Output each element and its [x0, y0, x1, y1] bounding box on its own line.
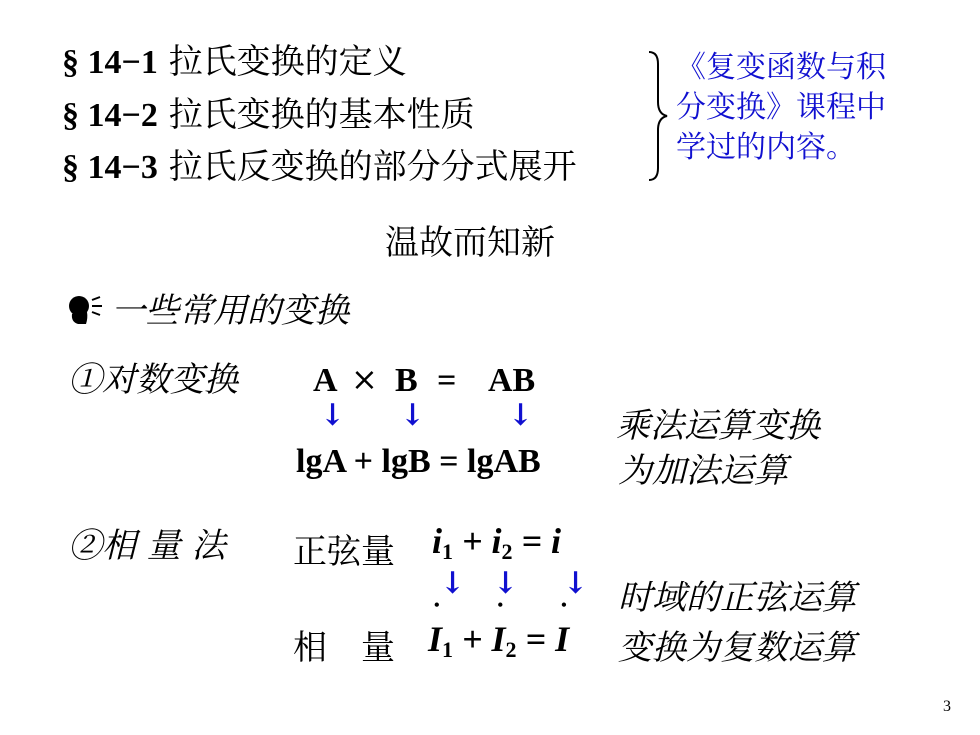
sinusoid-equation: $i_1 + i_2 = i$	[432, 521, 562, 564]
subtitle: 温故而知新	[385, 223, 555, 263]
down-arrow-icon: ↓	[508, 398, 534, 433]
down-arrow-icon: ↓	[320, 398, 346, 433]
phasor-desc-line-2: 变换为复数运算	[618, 628, 856, 668]
section-title: 拉氏反变换的部分分式展开	[168, 147, 577, 187]
down-arrow-icon: ↓	[440, 566, 466, 601]
phasor-method-label: ②相 量 法	[68, 526, 226, 566]
section-title: 拉氏变换的基本性质	[168, 95, 475, 135]
phasor-equation: • $I_1$ + • $I_2$ = • I	[428, 618, 569, 663]
bullet-heading	[66, 283, 349, 332]
right-brace-icon	[645, 50, 669, 182]
section-14-1	[62, 42, 407, 83]
down-arrow-icon: ↓	[400, 398, 426, 433]
speaking-head-icon	[66, 292, 106, 328]
course-note	[676, 48, 886, 168]
bullet-heading-text: 一些常用的变换	[111, 291, 350, 331]
log-equation: lgA + lgB = lgAB	[296, 443, 541, 480]
page-number: 3	[943, 698, 951, 715]
times-symbol: ×	[351, 360, 378, 398]
top-equals: =	[437, 362, 457, 399]
down-arrow-icon: ↓	[493, 566, 519, 601]
note-line: 《复变函数与积	[676, 50, 886, 85]
log-transform-label: ①对数变换	[68, 360, 238, 400]
section-title: 拉氏变换的定义	[168, 42, 407, 82]
log-desc-line-2: 为加法运算	[618, 451, 788, 491]
section-number: § 14−1	[62, 44, 158, 81]
section-number: § 14−2	[62, 97, 158, 134]
sinusoid-label: 正弦量	[293, 532, 395, 572]
log-desc-line-1: 乘法运算变换	[616, 406, 820, 446]
note-line: 分变换》课程中	[676, 90, 886, 125]
top-b: B	[395, 362, 418, 399]
top-ab: AB	[488, 362, 536, 399]
down-arrow-icon: ↓	[563, 566, 589, 601]
note-line: 学过的内容。	[676, 130, 856, 165]
section-14-2	[62, 95, 475, 136]
phasor-label: 相 量	[293, 628, 395, 668]
top-a: A	[313, 362, 338, 399]
phasor-desc-line-1: 时域的正弦运算	[618, 578, 856, 618]
section-number: § 14−3	[62, 149, 158, 186]
section-14-3	[62, 147, 577, 188]
